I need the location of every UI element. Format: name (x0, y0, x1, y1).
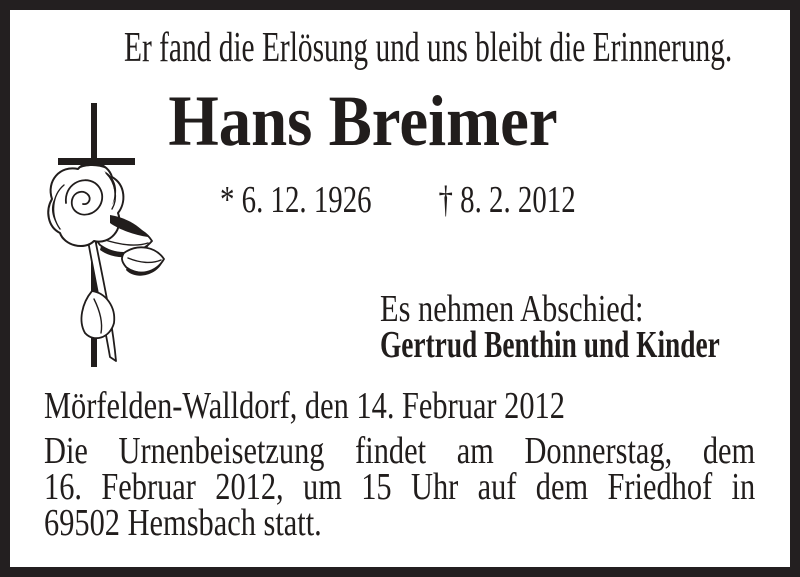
farewell-intro: Es nehmen Abschied: (380, 288, 644, 330)
mourners-line: Gertrud Benthin und Kinder (380, 324, 720, 366)
rose-cross-icon (40, 95, 210, 380)
rose-glyph (48, 163, 164, 361)
place-date-line: Mörfelden-Walldorf, den 14. Februar 2012 (44, 385, 565, 427)
life-dates (220, 178, 576, 222)
death-date: † 8. 2. 2012 (438, 179, 576, 221)
announcement-line: 16. Februar 2012, um 15 Uhr auf dem Friedhof in (44, 466, 756, 508)
epitaph-line: Er fand die Erlösung und uns bleibt die Erinnerung. (124, 25, 733, 71)
announcement-paragraph (44, 430, 756, 544)
announcement-line: 69502 Hemsbach statt. (44, 502, 322, 544)
deceased-name: Hans Breimer (168, 81, 558, 161)
announcement-line: Die Urnenbeisetzung findet am Donnerstag, dem (44, 430, 756, 472)
birth-date: * 6. 12. 1926 (220, 179, 372, 221)
